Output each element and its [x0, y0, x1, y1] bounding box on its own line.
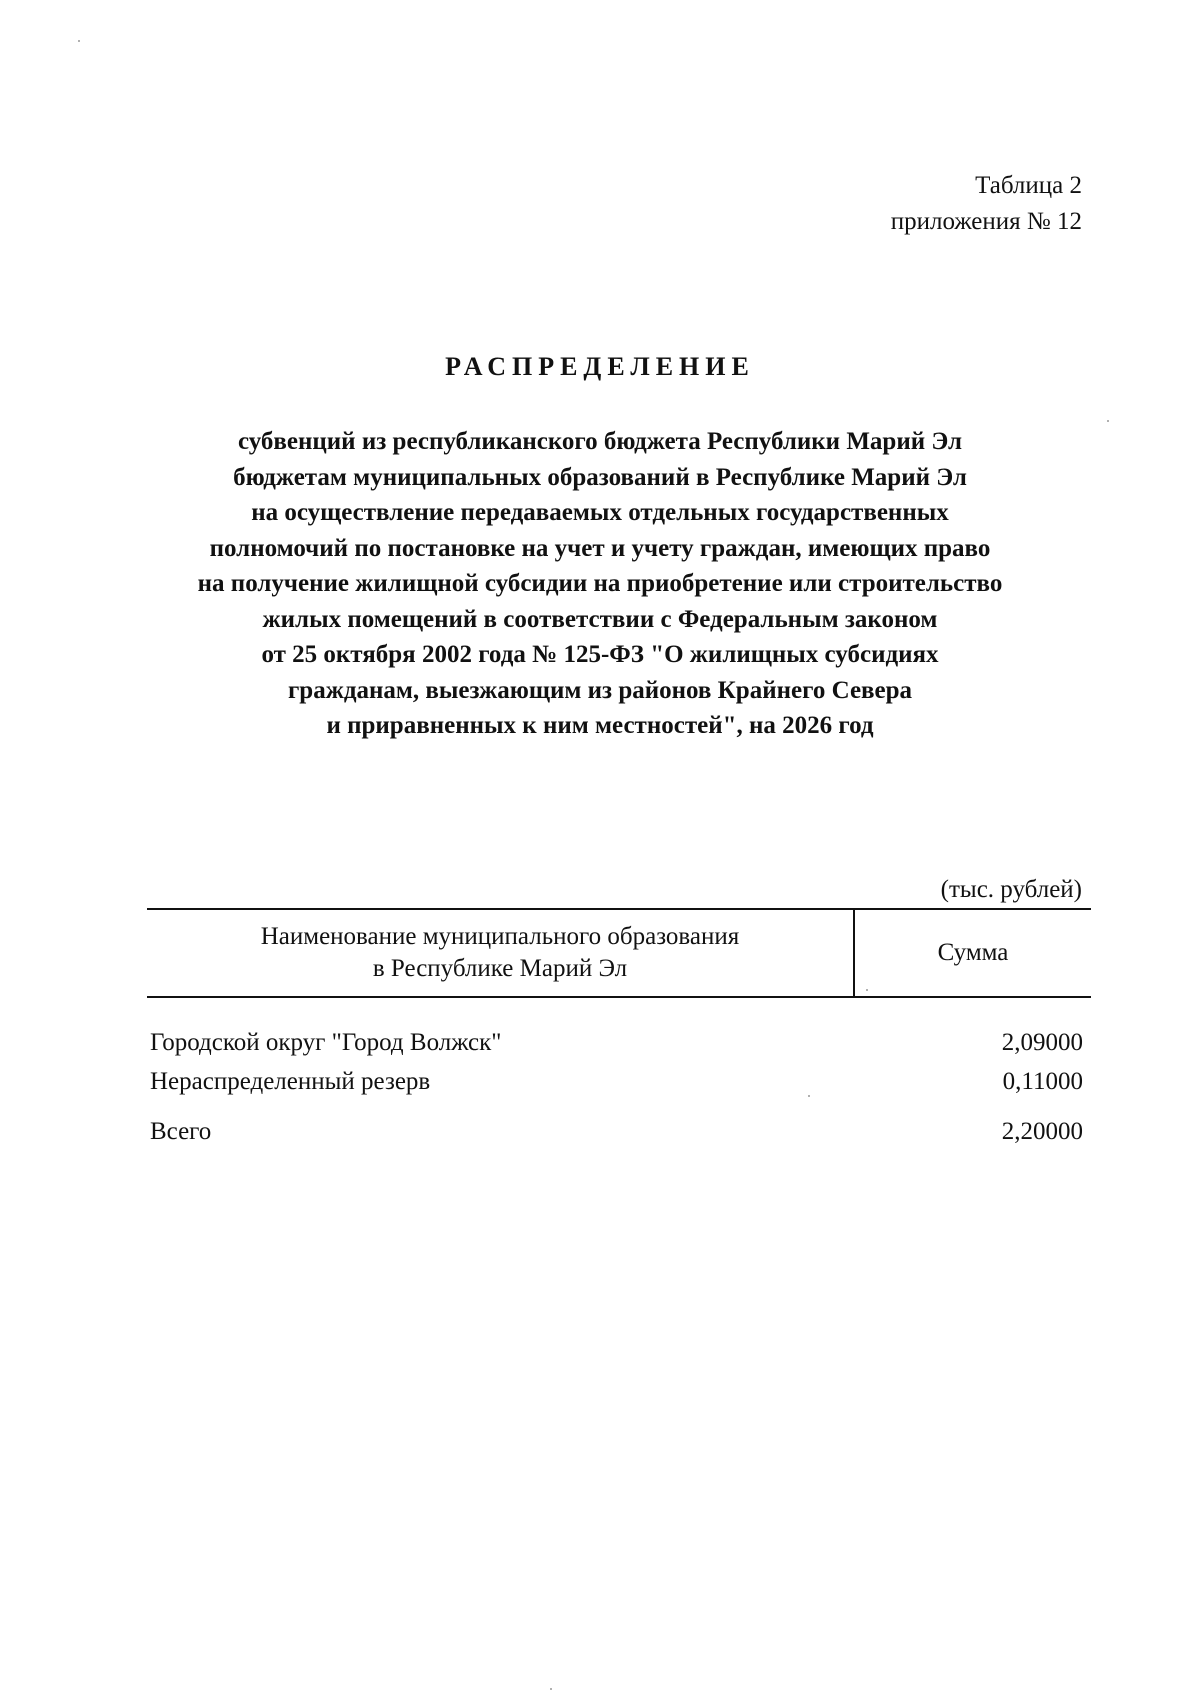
amount-value: 0,11000 [1002, 1068, 1083, 1095]
appendix-reference [891, 168, 1082, 240]
table-reference: Таблица 2 [975, 172, 1082, 199]
table-header [147, 908, 1091, 998]
column-header-sum: Сумма [937, 939, 1009, 966]
subtitle-line: на осуществление передаваемых отдельных государственных [251, 499, 949, 526]
scan-speck [550, 1688, 552, 1690]
document-title: РАСПРЕДЕЛЕНИЕ [445, 352, 755, 381]
column-header-name-line: Наименование муниципального образования [260, 923, 740, 950]
subtitle-line: субвенций из республиканского бюджета Республики Марий Эл [237, 428, 963, 455]
column-header-name [147, 910, 855, 996]
subtitle-line: жилых помещений в соответствии с Федеральным законом [262, 605, 938, 633]
column-header-name-line: в Республике Марий Эл [372, 955, 628, 982]
scan-speck [1107, 420, 1109, 422]
subtitle-line: от 25 октября 2002 года № 125-ФЗ "О жилищных субсидиях [261, 641, 939, 668]
subtitle-line: и приравненных к ним местностей", на 2026 год [326, 712, 874, 739]
municipality-name: Городской округ "Город Волжск" [150, 1029, 502, 1056]
total-row [147, 1118, 1083, 1154]
amount-value: 2,09000 [1001, 1029, 1083, 1056]
scan-speck [866, 989, 868, 991]
appendix-number: приложения № 12 [890, 208, 1082, 235]
units-label: (тыс. рублей) [940, 876, 1082, 903]
scan-speck [808, 1095, 810, 1097]
table-row [147, 1068, 1083, 1104]
total-value: 2,20000 [1001, 1118, 1083, 1145]
subtitle-line: полномочий по постановке на учет и учету граждан, имеющих право [209, 534, 991, 562]
total-label: Всего [150, 1118, 212, 1145]
subtitle-line: бюджетам муниципальных образований в Республике Марий Эл [233, 463, 967, 491]
subtitle-line: на получение жилищной субсидии на приобретение или строительство [197, 570, 1003, 597]
subtitle-line: гражданам, выезжающим из районов Крайнего Севера [287, 676, 913, 704]
municipality-name: Нераспределенный резерв [150, 1068, 431, 1095]
distribution-table [147, 908, 1091, 998]
table-row [147, 1029, 1083, 1065]
document-subtitle [150, 424, 1050, 744]
scan-speck [78, 40, 80, 42]
